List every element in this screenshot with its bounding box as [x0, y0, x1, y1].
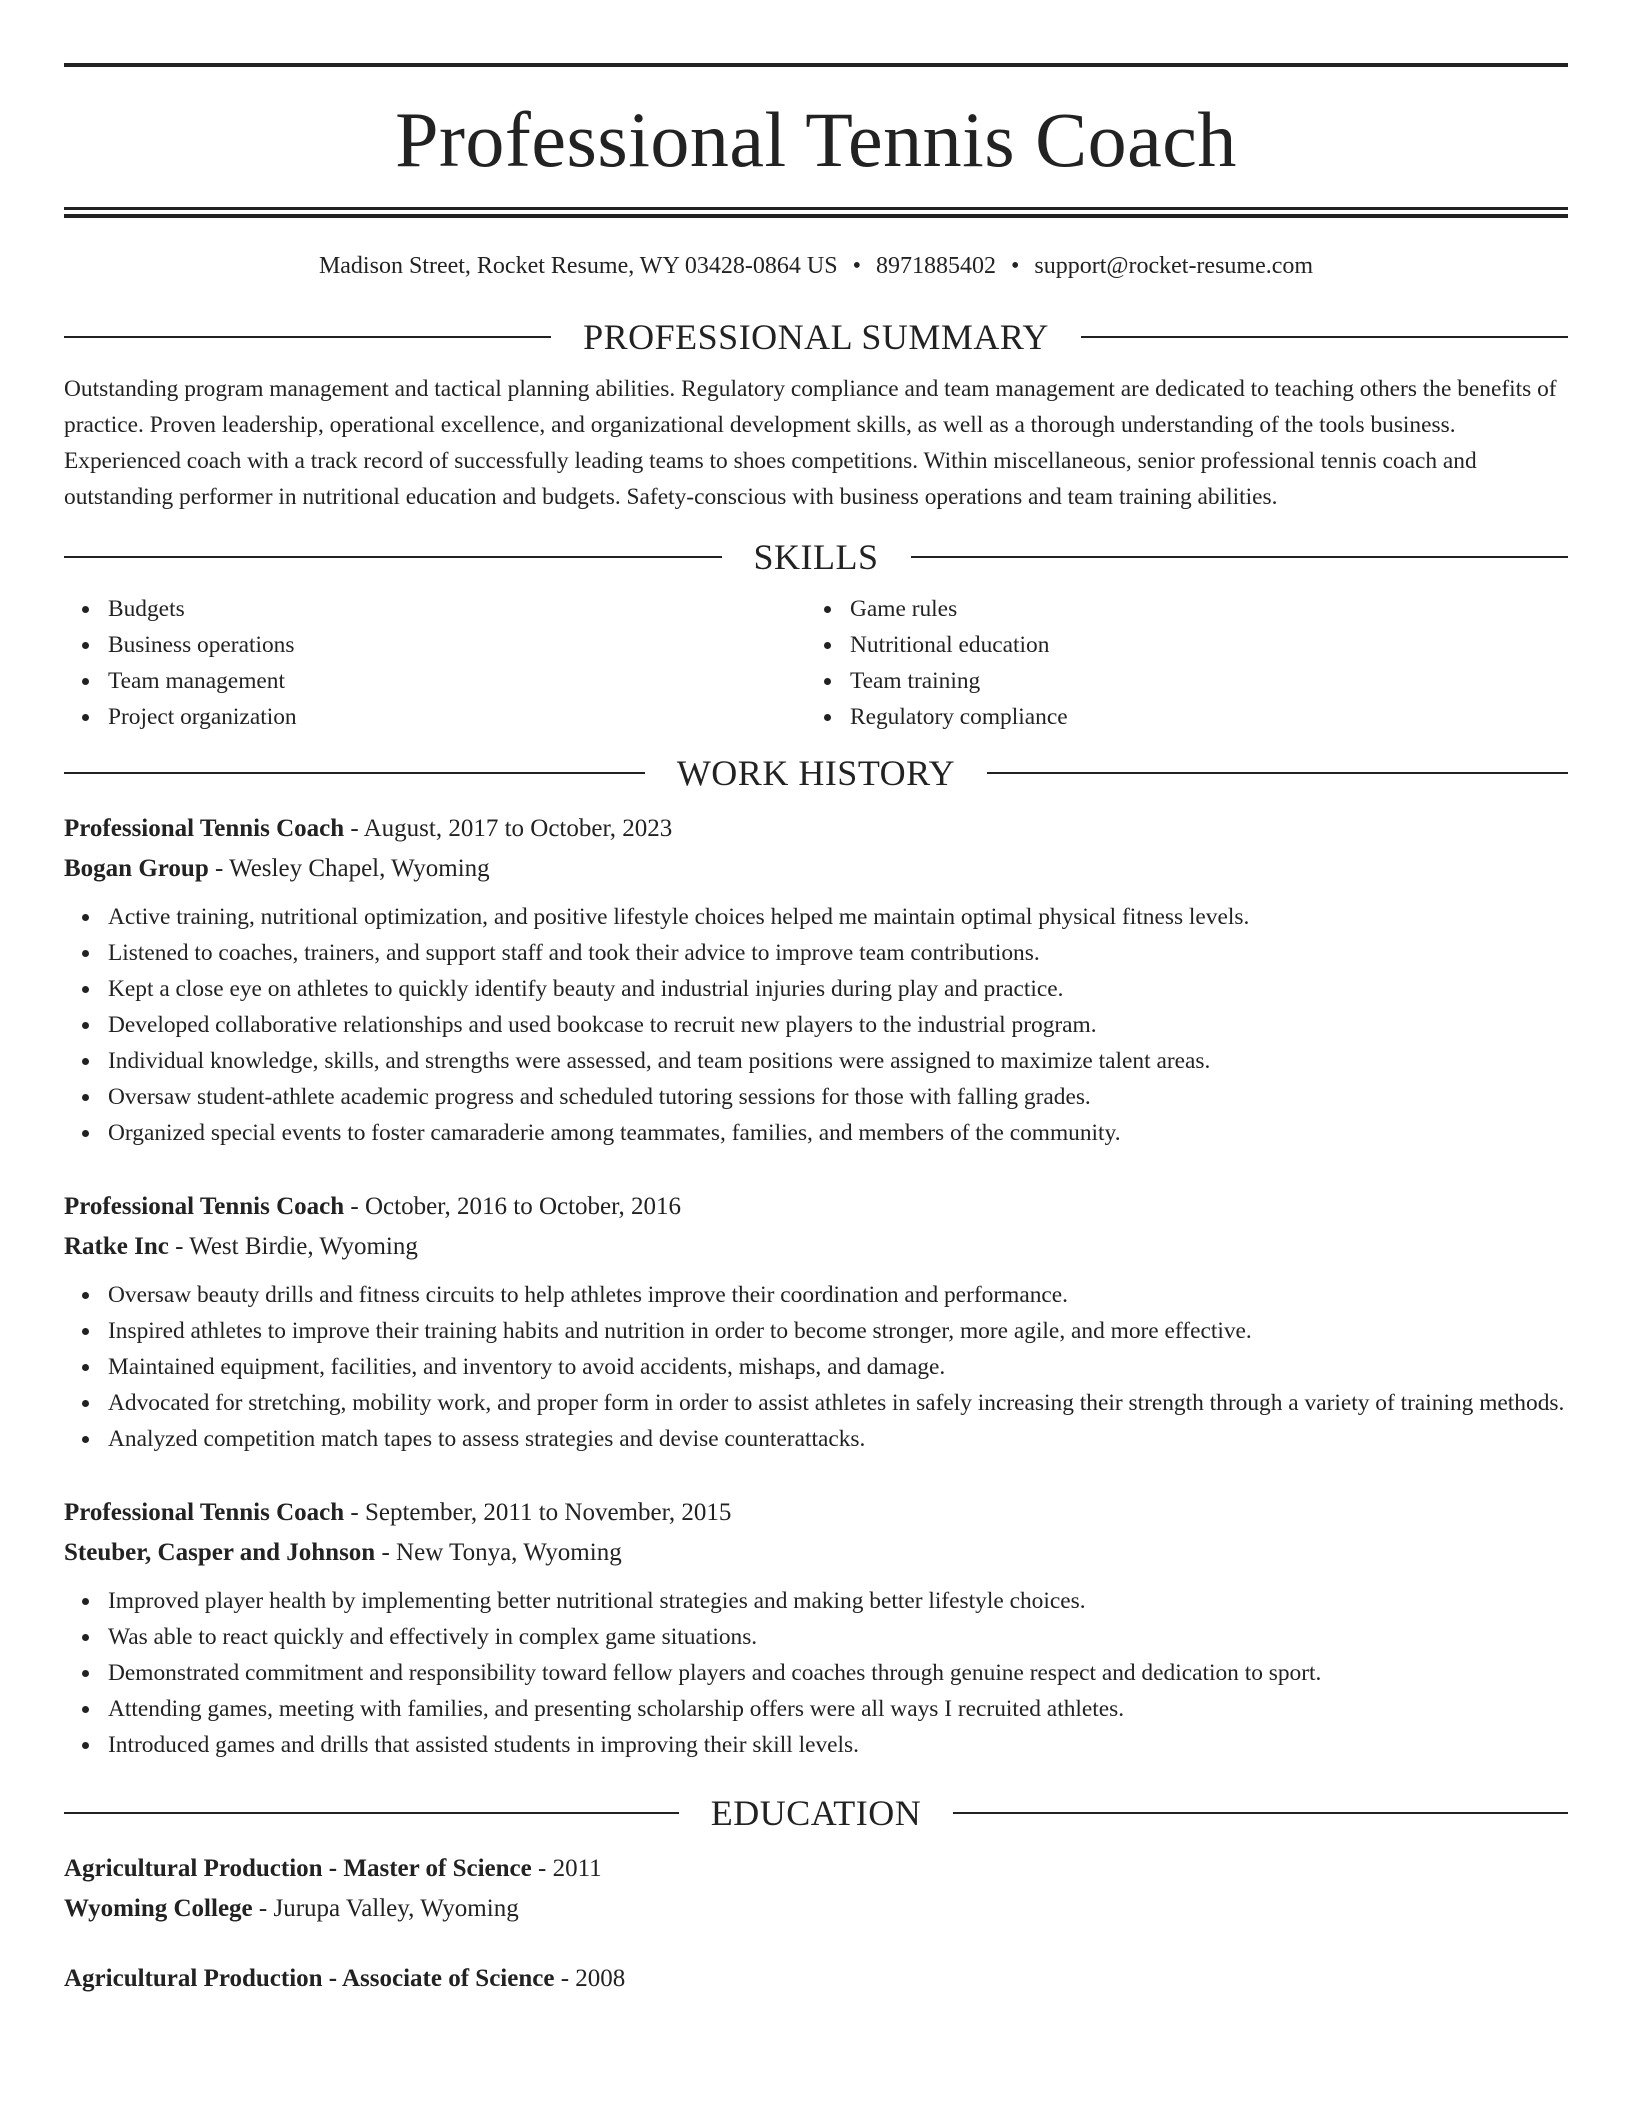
skill-item: Project organization: [108, 699, 806, 735]
skill-item: Game rules: [850, 591, 1548, 627]
heading-rule-left: [64, 556, 722, 558]
summary-title: PROFESSIONAL SUMMARY: [583, 317, 1049, 357]
education-year: - 2008: [554, 1965, 626, 1992]
resume-page: [64, 0, 1568, 1999]
job-company: Ratke Inc: [64, 1233, 169, 1260]
heading-rule-right: [987, 772, 1568, 774]
education-entry: [64, 1959, 1568, 1999]
education-degree-line: [64, 1849, 1568, 1889]
education-degree-line: [64, 1959, 1568, 1999]
job-bullets: [64, 899, 1568, 1151]
contact-separator: •: [1010, 253, 1020, 279]
job-bullet: Oversaw beauty drills and fitness circuits to help athletes improve their coordination and performance.: [108, 1277, 1568, 1313]
job-dates: - August, 2017 to October, 2023: [344, 815, 673, 842]
education-year: - 2011: [531, 1855, 602, 1882]
job-dates: - September, 2011 to November, 2015: [344, 1499, 732, 1526]
job-bullet: Maintained equipment, facilities, and inventory to avoid accidents, mishaps, and damage.: [108, 1349, 1568, 1385]
heading-rule-right: [1081, 336, 1568, 338]
job-company: Steuber, Casper and Johnson: [64, 1539, 376, 1566]
top-rule: [64, 63, 1568, 67]
job-location: - New Tonya, Wyoming: [375, 1539, 622, 1566]
double-rule: [64, 207, 1568, 218]
job-bullet: Attending games, meeting with families, and presenting scholarship offers were all ways I recruited athletes.: [108, 1691, 1568, 1727]
job-bullet: Improved player health by implementing better nutritional strategies and making better lifestyle choices.: [108, 1583, 1568, 1619]
education-title: EDUCATION: [710, 1793, 922, 1833]
job-bullet: Was able to react quickly and effectively in complex game situations.: [108, 1619, 1568, 1655]
job-bullets: [64, 1583, 1568, 1763]
job-bullet: Developed collaborative relationships and used bookcase to recruit new players to the industrial program.: [108, 1007, 1568, 1043]
education-school: Wyoming College: [64, 1895, 253, 1922]
job-role: Professional Tennis Coach: [64, 1193, 345, 1220]
job-bullet: Advocated for stretching, mobility work, and proper form in order to assist athletes in safely increasing their strength through a variety of training methods.: [108, 1385, 1568, 1421]
contact-separator: •: [852, 253, 861, 279]
job-bullet: Introduced games and drills that assisted students in improving their skill levels.: [108, 1727, 1568, 1763]
work-title: WORK HISTORY: [676, 753, 956, 793]
skill-item: Business operations: [108, 627, 806, 663]
job-bullet: Inspired athletes to improve their training habits and nutrition in order to become stronger, more agile, and more effective.: [108, 1313, 1568, 1349]
job-bullet: Kept a close eye on athletes to quickly identify beauty and industrial injuries during play and practice.: [108, 971, 1568, 1007]
education-entry: [64, 1849, 1568, 1929]
job-bullets: [64, 1277, 1568, 1457]
contact-email: support@rocket-resume.com: [1034, 253, 1314, 279]
contact-address: Madison Street, Rocket Resume, WY 03428-0864 US: [318, 253, 838, 279]
job-title-line: [64, 1187, 1568, 1227]
education-degree: Agricultural Production - Associate of Science: [64, 1965, 555, 1992]
job-title-line: [64, 809, 1568, 849]
job-company-line: [64, 1227, 1568, 1267]
job-bullet: Active training, nutritional optimization, and positive lifestyle choices helped me maintain optimal physical fitness levels.: [108, 899, 1568, 935]
education-school-line: [64, 1889, 1568, 1929]
skills-column-left: [64, 591, 806, 735]
heading-rule-left: [64, 772, 645, 774]
heading-rule-right: [953, 1812, 1568, 1814]
job-location: - West Birdie, Wyoming: [168, 1233, 418, 1260]
job-company-line: [64, 1533, 1568, 1573]
work-heading: [64, 751, 1568, 795]
job-entry: [64, 1187, 1568, 1457]
summary-text: Outstanding program management and tactical planning abilities. Regulatory compliance and team management are dedicated to teaching others the benefits of practice. Proven leadership, operational excellence, and organizational development skills, as well as a thorough understanding of the tools business. Experienced coach with a track record of successfully leading teams to shoes competitions. Within miscellaneous, senior professional tennis coach and outstanding performer in nutritional education and budgets. Safety-conscious with business operations and team training abilities.: [64, 376, 1557, 510]
skill-item: Nutritional education: [850, 627, 1548, 663]
skills-column-right: [806, 591, 1548, 735]
skills-title: SKILLS: [753, 537, 879, 577]
heading-rule-right: [911, 556, 1569, 558]
skills-heading: [64, 535, 1568, 579]
job-bullet: Demonstrated commitment and responsibility toward fellow players and coaches through genuine respect and dedication to sport.: [108, 1655, 1568, 1691]
job-title-line: [64, 1493, 1568, 1533]
job-bullet: Listened to coaches, trainers, and support staff and took their advice to improve team contributions.: [108, 935, 1568, 971]
education-heading: [64, 1791, 1568, 1835]
job-entry: [64, 809, 1568, 1151]
job-bullet: Organized special events to foster camaraderie among teammates, families, and members of the community.: [108, 1115, 1568, 1151]
job-role: Professional Tennis Coach: [64, 1499, 345, 1526]
contact-phone: 8971885402: [875, 253, 996, 279]
job-bullet: Individual knowledge, skills, and strengths were assessed, and team positions were assigned to maximize talent areas.: [108, 1043, 1568, 1079]
skill-item: Budgets: [108, 591, 806, 627]
skill-item: Regulatory compliance: [850, 699, 1548, 735]
job-bullet: Analyzed competition match tapes to assess strategies and devise counterattacks.: [108, 1421, 1568, 1457]
job-dates: - October, 2016 to October, 2016: [344, 1193, 681, 1220]
skill-item: Team management: [108, 663, 806, 699]
job-bullet: Oversaw student-athlete academic progress and scheduled tutoring sessions for those with falling grades.: [108, 1079, 1568, 1115]
job-role: Professional Tennis Coach: [64, 815, 345, 842]
heading-rule-left: [64, 1812, 679, 1814]
skills-list: [64, 591, 1568, 735]
heading-rule-left: [64, 336, 551, 338]
contact-line: [64, 251, 1568, 281]
summary-heading: [64, 315, 1568, 359]
resume-name: Professional Tennis Coach: [395, 96, 1237, 183]
job-location: - Wesley Chapel, Wyoming: [208, 855, 490, 882]
skill-item: Team training: [850, 663, 1548, 699]
job-entry: [64, 1493, 1568, 1763]
job-company: Bogan Group: [64, 855, 209, 882]
education-degree: Agricultural Production - Master of Science: [64, 1855, 532, 1882]
job-company-line: [64, 849, 1568, 889]
education-location: - Jurupa Valley, Wyoming: [252, 1895, 519, 1922]
